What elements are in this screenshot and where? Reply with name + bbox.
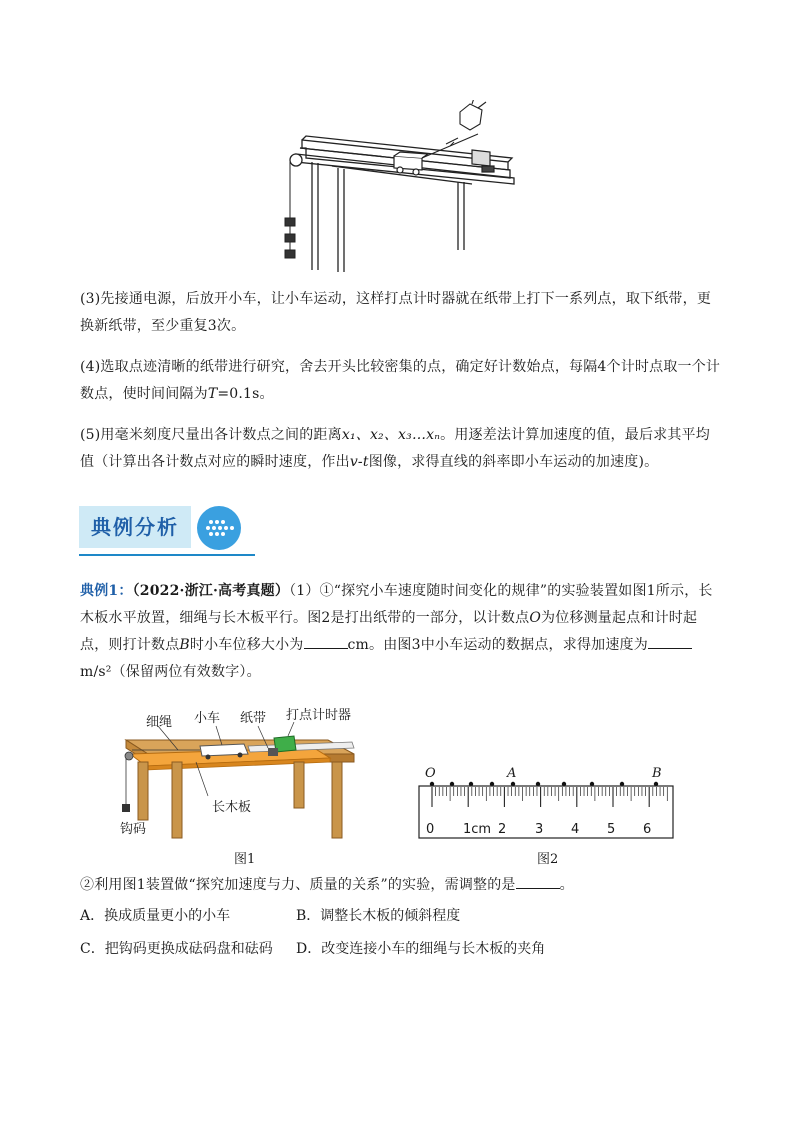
figure-1-apparatus <box>118 722 364 842</box>
fig1-label-weight: 钩码 <box>120 822 147 837</box>
ruler-label-3: 3 <box>535 822 544 837</box>
top-apparatus-figure <box>282 100 522 272</box>
example-source: （2022·浙江·高考真题） <box>132 583 290 599</box>
step-5-a: (5)用毫米刻度尺量出各计数点之间的距离 <box>80 427 342 443</box>
fig1-label-rope: 细绳 <box>146 715 173 730</box>
fig1-label-board: 长木板 <box>212 800 252 815</box>
ruler-label-0: 0 <box>426 822 435 837</box>
section-header <box>79 500 255 556</box>
step-5-text <box>80 422 722 476</box>
example-q2-end: 。 <box>559 877 574 893</box>
section-header-label: 典例分析 <box>79 506 191 548</box>
answer-blank-2[interactable] <box>648 634 692 649</box>
step-4-text <box>80 354 722 408</box>
example-q1-O: O <box>529 610 541 626</box>
ruler-label-5: 5 <box>607 822 616 837</box>
example-question-2 <box>80 872 722 899</box>
step-4-T: T <box>207 386 218 402</box>
fig2-point-O: O <box>425 766 436 781</box>
figure-2-caption: 图2 <box>537 852 559 867</box>
fig1-label-timer: 打点计时器 <box>286 708 352 723</box>
fig2-point-B: B <box>652 766 662 781</box>
example-q1-B: B <box>179 637 190 653</box>
example-q1-c: 时小车位移大小为 <box>189 637 304 653</box>
step-3: (3)先接通电源，后放开小车，让小车运动，这样打点计时器就在纸带上打下一系列点，取下纸带，更换新纸带，至少重复3次。 <box>80 291 712 334</box>
answer-blank-1[interactable] <box>304 634 348 649</box>
example-q1-unit2: m/s²（保留两位有效数字）。 <box>80 664 261 680</box>
ruler-label-2: 2 <box>498 822 507 837</box>
option-B[interactable]: B．调整长木板的倾斜程度 <box>296 908 461 924</box>
example-label: 典例1： <box>80 583 133 599</box>
fig1-label-tape: 纸带 <box>240 711 267 726</box>
fig1-label-cart: 小车 <box>194 711 221 726</box>
section-header-underline <box>79 554 255 556</box>
answer-blank-3[interactable] <box>516 874 560 889</box>
step-5-c: 图像，求得直线的斜率即小车运动的加速度)。 <box>368 454 659 470</box>
ruler-label-6: 6 <box>643 822 652 837</box>
figure-1-caption: 图1 <box>234 852 256 867</box>
example-q1-a: （1）①“探究小车速度随时间变化的规律”的实验装置如图1所示，长木板水平放置，细绳与长木板平行。图2是打出纸带的一部分，以计数点 <box>80 583 713 626</box>
dot-grid-icon <box>195 504 243 552</box>
step-5-vars: x₁、x₂、x₃…xₙ <box>341 427 441 443</box>
step-4-b: =0.1s。 <box>217 386 274 402</box>
figure-2-ruler <box>418 778 674 840</box>
step-3-text <box>80 286 722 340</box>
option-A[interactable]: A．换成质量更小的小车 <box>80 908 231 924</box>
option-D[interactable]: D．改变连接小车的细绳与长木板的夹角 <box>296 941 546 957</box>
step-4-a: (4)选取点迹清晰的纸带进行研究，舍去开头比较密集的点，确定好计数始点，每隔4个计时点取一个计数点，使时间间隔为 <box>80 359 721 402</box>
ruler-label-4: 4 <box>571 822 580 837</box>
example-question <box>80 578 722 686</box>
example-q1-b: 为位移测量起点和计时起点，则打计数点 <box>80 610 698 653</box>
example-q1-unit1: cm。由图3中小车运动的数据点，求得加速度为 <box>347 637 648 653</box>
fig2-point-A: A <box>507 766 517 781</box>
step-5-vt: v-t <box>349 454 369 470</box>
ruler-label-1: 1cm <box>463 822 492 837</box>
option-C[interactable]: C．把钩码更换成砝码盘和砝码 <box>80 941 273 957</box>
step-5-b: 。用逐差法计算加速度的值，最后求其平均值（计算出各计数点对应的瞬时速度，作出 <box>80 427 710 470</box>
example-q2: ②利用图1装置做“探究加速度与力、质量的关系”的实验，需调整的是 <box>80 877 516 893</box>
